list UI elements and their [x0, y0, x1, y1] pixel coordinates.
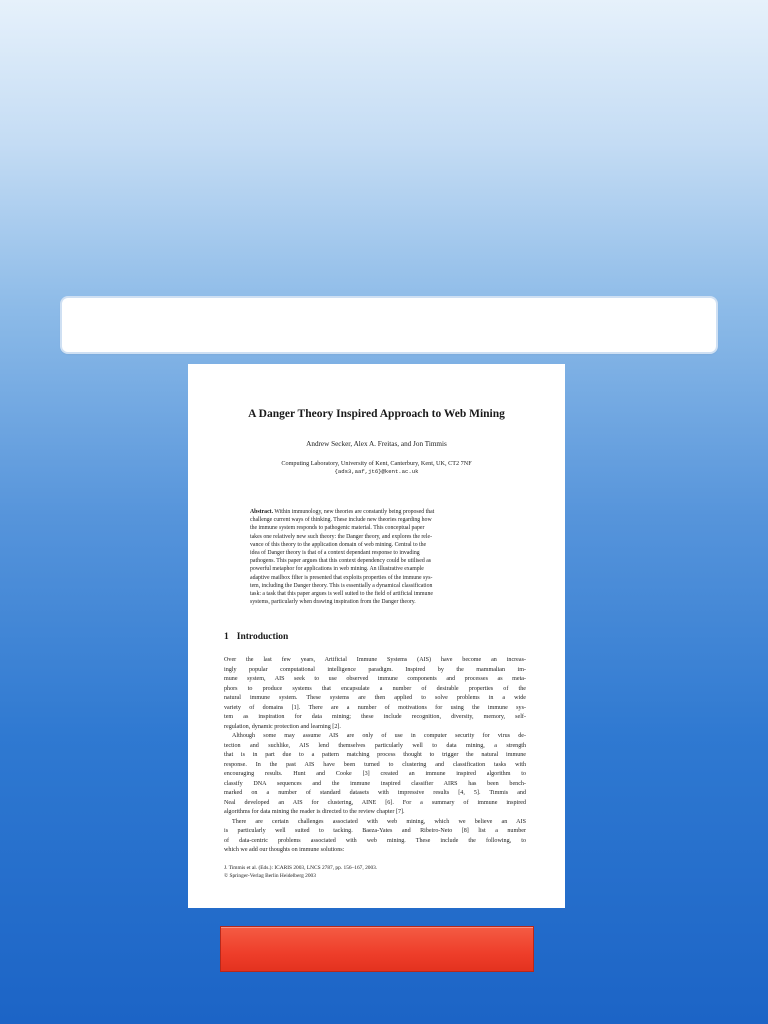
document-page[interactable] — [188, 364, 565, 908]
abstract-line: task: a task that this paper argues is well suited to the field of artificial immune — [250, 590, 433, 597]
body-line: tem as inspiration for data mining; these include recognition, diversity, memory, self- — [224, 714, 526, 720]
body-line: regulation, dynamic protection and learning [2]. — [224, 723, 341, 730]
body-line: tection and suchlike, AIS lend themselves particularly well to data mining, a strength — [224, 742, 526, 749]
body-line: There are certain challenges associated with web mining, which we believe an AIS — [232, 818, 526, 825]
body-line: phors to produce systems that encapsulate a number of desirable properties of the — [224, 685, 526, 692]
footer-citation: J. Timmis et al. (Eds.): ICARIS 2003, LNCS 2787, pp. 156–167, 2003. — [224, 865, 378, 871]
abstract-line — [250, 508, 506, 516]
abstract-line: tem, including the Danger theory. This is essentially a dynamical classification — [250, 582, 433, 589]
abstract-line: the immune system responds to pathogenic material. This conceptual paper — [250, 525, 425, 532]
page-footer — [224, 864, 377, 881]
body-line: algorithms for data mining the reader is directed to the review chapter [7]. — [224, 809, 405, 815]
section-number: 1 — [224, 632, 229, 642]
abstract-label: Abstract. — [250, 509, 274, 515]
body-line: which we add our thoughts on immune solutions: — [224, 847, 345, 853]
body-line: marked on a number of standard datasets with impressive results [4, 5]. Timmis and — [224, 790, 526, 796]
abstract-line: pathogens. This paper argues that this context dependency could be utilised as — [250, 558, 432, 565]
abstract — [250, 508, 506, 606]
body-line: is particularly well suited to tacking. Baeza-Yates and Ribeiro-Neto [8] list a number — [224, 828, 526, 834]
document-authors: Andrew Secker, Alex A. Freitas, and Jon Timmis — [306, 440, 447, 448]
document-affiliation: Computing Laboratory, University of Kent, Canterbury, Kent, UK, CT2 7NF — [281, 460, 472, 467]
title-bar — [62, 298, 716, 352]
section-heading — [224, 632, 288, 642]
body-line: that is in part due to a pattern matching process thought to trigger the natural immune — [224, 752, 526, 758]
footer-copyright: © Springer-Verlag Berlin Heidelberg 2003 — [224, 873, 316, 880]
body-line: Although some may assume AIS are only of use in computer security for virus de- — [232, 733, 526, 739]
body-line: encouraging results. Hunt and Cooke [3] created an immune inspired algorithm to — [224, 771, 526, 777]
abstract-line: systems, particularly when drawing inspiration from the Danger theory. — [250, 599, 416, 606]
abstract-line: vance of this theory to the application domain of web mining. Central to the — [250, 541, 427, 548]
body-line: variety of domains [1]. There are a number of motivations for using the immune sys- — [224, 704, 526, 711]
body-line: response. In the past AIS have been turned to clustering and classification tasks with — [224, 761, 526, 768]
body-line: natural immune system. These systems are then applied to solve problems in a wide — [224, 695, 526, 701]
body-line: of data-centric problems associated with web mining. These include the following, to — [224, 837, 526, 844]
body-line: Neal developed an AIS for clustering, AINE [6]. For a summary of immune inspired — [224, 799, 526, 806]
body-text — [224, 656, 526, 856]
body-line: ingly popular computational intelligence paradigm. Inspired by the mammalian im- — [224, 666, 526, 673]
abstract-line: takes one relatively new such theory: the Danger theory, and explores the rele- — [250, 533, 432, 540]
body-line: classify DNA sequences and the immune inspired classifier AIRS has been bench- — [224, 780, 526, 787]
abstract-text: Within immunology, new theories are constantly being proposed that — [274, 509, 435, 515]
abstract-line: adaptive mailbox filter is presented that exploits properties of the immune sys- — [250, 574, 433, 581]
download-button[interactable] — [220, 926, 534, 972]
document-email: {ads3,aaf,jt6}@kent.ac.uk — [334, 468, 419, 475]
document-title: A Danger Theory Inspired Approach to Web Mining — [248, 408, 505, 420]
body-line: mune system, AIS seek to use observed immune components and processes as meta- — [224, 676, 526, 682]
abstract-line: powerful metaphor for applications in web mining. An illustrative example — [250, 566, 424, 573]
abstract-line: idea of Danger theory is that of a context dependant response to invading — [250, 549, 420, 556]
body-line: Over the last few years, Artificial Immune Systems (AIS) have become an increas- — [224, 657, 526, 663]
section-title: Introduction — [236, 632, 289, 642]
abstract-line: challenge current ways of thinking. These include new theories regarding how — [250, 517, 432, 524]
